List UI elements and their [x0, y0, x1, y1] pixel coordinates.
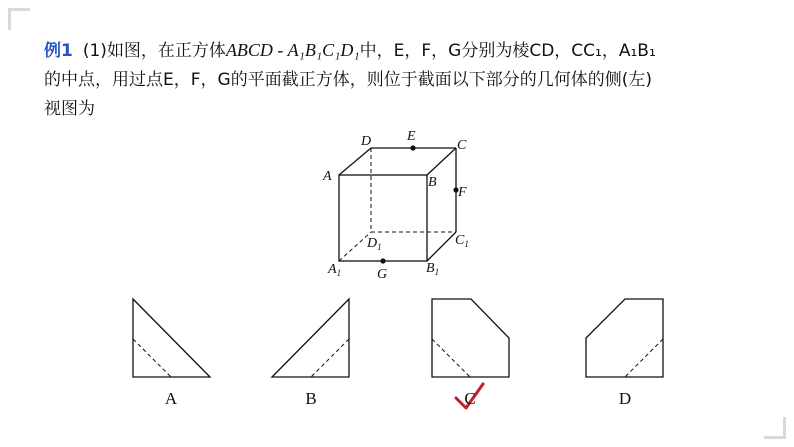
label-E: E: [407, 129, 416, 144]
part-number: (1): [82, 41, 107, 61]
option-d-outline: [586, 299, 663, 377]
option-a-label: A: [164, 389, 178, 408]
option-a-outline: [133, 299, 210, 377]
option-c-figure[interactable]: [432, 299, 509, 377]
question-line-2: 的中点，用过点E，F，G的平面截正方体，则位于截面以下部分的几何体的侧(左): [44, 70, 652, 90]
cube-front-face: [339, 175, 427, 261]
cube-edge-B1C1: [427, 232, 456, 261]
question-line-3: 视图为: [44, 99, 95, 119]
label-B1: $B_1$: [426, 261, 440, 277]
example-tag: 例1: [44, 41, 73, 61]
point-E-marker: [410, 145, 415, 150]
option-d-label: D: [618, 389, 632, 408]
option-c-hidden-line: [432, 339, 470, 377]
option-b-label: B: [305, 389, 317, 408]
label-G: G: [377, 267, 388, 282]
cube-edge-AD: [339, 148, 371, 175]
option-a-hidden-line: [133, 339, 171, 377]
option-b-hidden-line: [311, 339, 349, 377]
option-b-figure[interactable]: [272, 299, 349, 377]
option-d-figure[interactable]: [586, 299, 663, 377]
label-A: A: [323, 169, 332, 184]
label-D: D: [361, 134, 372, 149]
label-C1: $C_1$: [455, 233, 469, 249]
option-c-outline: [432, 299, 509, 377]
label-C: C: [457, 138, 467, 153]
option-a-figure[interactable]: [133, 299, 210, 377]
point-G-marker: [380, 258, 385, 263]
edge-text: 中，E，F，G分别为棱CD，CC₁，A₁B₁: [359, 41, 656, 61]
option-b-outline: [272, 299, 349, 377]
label-F: F: [458, 185, 467, 200]
label-A1: $A_1$: [328, 262, 342, 278]
option-c-label: C: [464, 389, 476, 408]
cube-edge-BC: [427, 148, 456, 175]
label-D1: $D_1$: [367, 236, 382, 252]
option-d-hidden-line: [625, 339, 663, 377]
lead-text: 如图，在正方体: [106, 41, 226, 61]
solid-name: ABCD - A₁B₁C₁D₁: [225, 40, 360, 60]
label-B: B: [428, 175, 437, 190]
